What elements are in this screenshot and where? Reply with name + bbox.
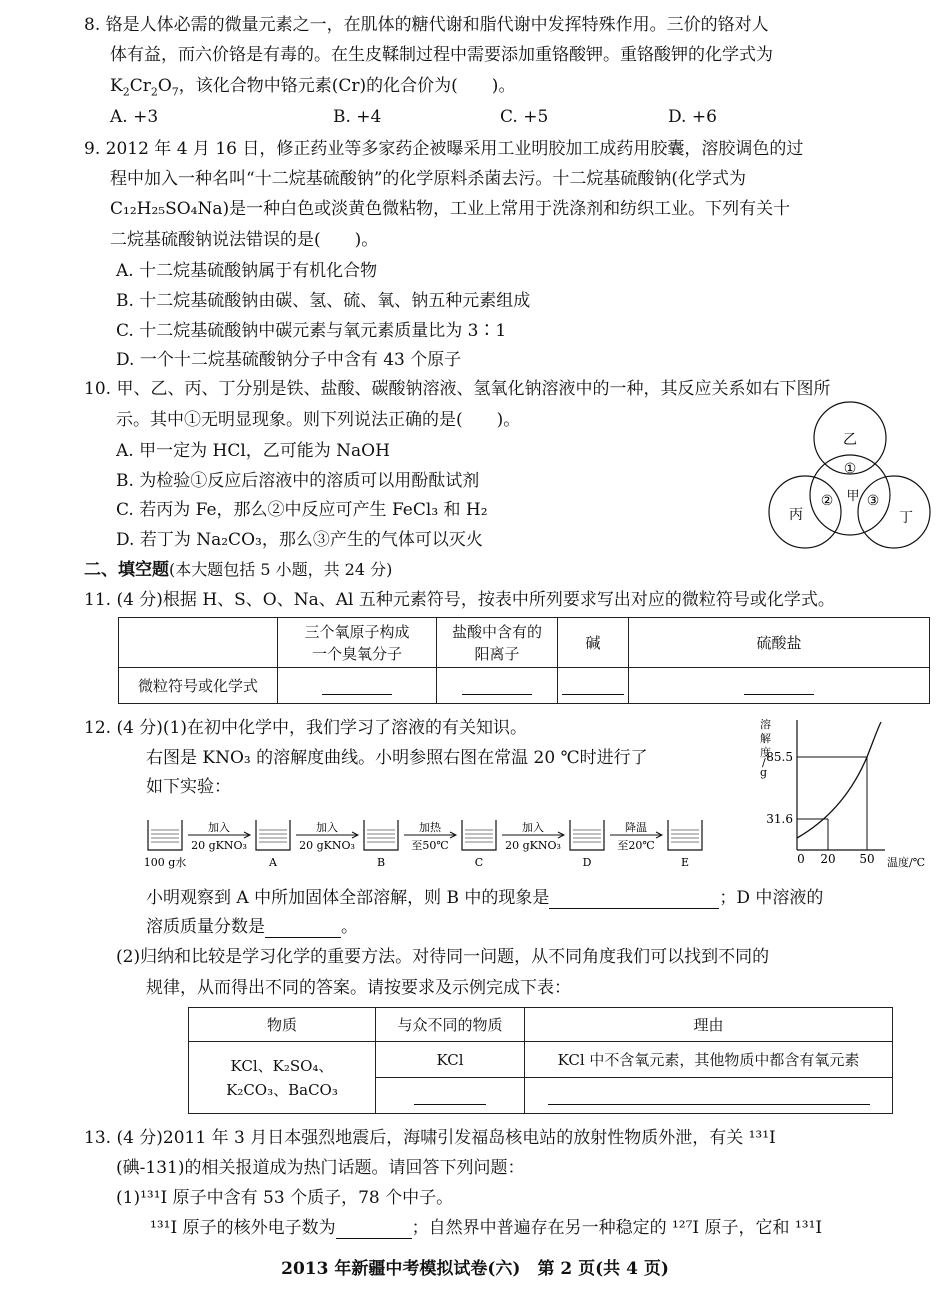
q9-line1: 9. 2012 年 4 月 16 日，修正药业等多家药企被曝采用工业明胶加工成药用胶囊，溶胶调色的过 bbox=[84, 139, 804, 159]
step-top-3: 加入 bbox=[522, 821, 544, 834]
q9-option-a[interactable]: A. 十二烷基硫酸钠属于有机化合物 bbox=[116, 261, 378, 281]
step-bottom-1: 20 gKNO₃ bbox=[299, 839, 355, 852]
q10-option-a[interactable]: A. 甲一定为 HCl，乙可能为 NaOH bbox=[116, 441, 390, 461]
beaker-label-5: E bbox=[680, 856, 690, 869]
graph-xlabel: 温度/℃ bbox=[887, 856, 926, 869]
beaker-label-3: C bbox=[474, 856, 484, 869]
q9-line3: C₁₂H₂₅SO₄Na)是一种白色或淡黄色微粘物，工业上常用于洗涤剂和纺织工业。下列有关十 bbox=[110, 199, 791, 219]
q8-line2: 体有益，而六价铬是有毒的。在生皮鞣制过程中需要添加重铬酸钾。重铬酸钾的化学式为 bbox=[110, 45, 773, 65]
beaker-0 bbox=[144, 820, 187, 869]
venn-mark-1: ① bbox=[843, 461, 857, 477]
beaker-1 bbox=[256, 820, 290, 869]
q12-line1: 12. (4 分)(1)在初中化学中，我们学习了溶液的有关知识。 bbox=[84, 718, 528, 738]
experiment-diagram bbox=[140, 800, 740, 880]
q10-option-c[interactable]: C. 若丙为 Fe，那么②中反应可产生 FeCl₃ 和 H₂ bbox=[116, 500, 488, 520]
venn-mark-2: ② bbox=[820, 493, 834, 509]
q12-blank-d[interactable] bbox=[265, 921, 341, 938]
graph-y1: 85.5 bbox=[766, 750, 793, 764]
q11-table: 三个氧原子构成 一个臭氧分子 盐酸中含有的 阳离子 碱 硫酸盐 微粒符号或化学式 bbox=[118, 617, 930, 704]
graph-y2: 31.6 bbox=[766, 812, 793, 826]
graph-x1: 20 bbox=[820, 852, 836, 866]
beaker-2 bbox=[364, 820, 398, 869]
q10-line2: 示。其中①无明显现象。则下列说法正确的是( )。 bbox=[116, 410, 521, 430]
step-top-1: 加入 bbox=[316, 821, 338, 834]
step-bottom-4: 至20℃ bbox=[617, 839, 655, 852]
q12-line6: (2)归纳和比较是学习化学的重要方法。对待同一问题，从不同角度我们可以找到不同的 bbox=[116, 947, 770, 967]
q9-option-c[interactable]: C. 十二烷基硫酸钠中碳元素与氧元素质量比为 3∶1 bbox=[116, 321, 507, 341]
svg-text:解: 解 bbox=[760, 732, 771, 745]
beaker-3 bbox=[462, 820, 496, 869]
q8-option-c[interactable]: C. +5 bbox=[500, 107, 549, 127]
q10-option-d[interactable]: D. 若丁为 Na₂CO₃，那么③产生的气体可以灭火 bbox=[116, 530, 483, 550]
venn-label-yi: 乙 bbox=[843, 432, 857, 448]
venn-diagram bbox=[760, 400, 940, 550]
venn-label-bing: 丙 bbox=[789, 507, 803, 523]
q13-line3: (1)¹³¹I 原子中含有 53 个质子，78 个中子。 bbox=[116, 1188, 454, 1208]
step-top-2: 加热 bbox=[419, 821, 441, 834]
graph-ylabel bbox=[760, 717, 771, 779]
q12-line7: 规律，从而得出不同的答案。请按要求及示例完成下表： bbox=[146, 978, 571, 998]
q10-option-b[interactable]: B. 为检验①反应后溶液中的溶质可以用酚酞试剂 bbox=[116, 471, 480, 491]
q8-option-a[interactable]: A. +3 bbox=[110, 107, 159, 127]
q12-table: 物质 与众不同的物质 理由 KCl、K₂SO₄、 K₂CO₃、BaCO₃ KCl KCl 中不含氧元素，其他物质中都含有氧元素 bbox=[188, 1007, 893, 1114]
q12-line2: 右图是 KNO₃ 的溶解度曲线。小明参照右图在常温 20 ℃时进行了 bbox=[146, 748, 648, 768]
q13-line2: (碘-131)的相关报道成为热门话题。请回答下列问题： bbox=[116, 1158, 525, 1178]
q9-option-d[interactable]: D. 一个十二烷基硫酸钠分子中含有 43 个原子 bbox=[116, 350, 462, 370]
beaker-label-1: A bbox=[269, 856, 277, 869]
q13-line4: ¹³¹I 原子的核外电子数为 ；自然界中普遍存在另一种稳定的 ¹²⁷I 原子，它和 ¹³¹I bbox=[150, 1218, 823, 1238]
graph-x0: 0 bbox=[797, 852, 805, 866]
beaker-label-2: B bbox=[376, 856, 386, 869]
q12-line5: 溶质质量分数是 。 bbox=[146, 917, 358, 937]
solubility-graph bbox=[755, 712, 940, 870]
step-top-4: 降温 bbox=[625, 821, 647, 834]
q11-blank-1[interactable] bbox=[322, 678, 392, 695]
q10-line1: 10. 甲、乙、丙、丁分别是铁、盐酸、碳酸钠溶液、氢氧化钠溶液中的一种，其反应关系如右下图所 bbox=[84, 379, 831, 399]
step-top-0: 加入 bbox=[208, 821, 230, 834]
step-bottom-0: 20 gKNO₃ bbox=[191, 839, 247, 852]
q8-option-b[interactable]: B. +4 bbox=[333, 107, 382, 127]
q12-blank-b[interactable] bbox=[549, 892, 719, 909]
q9-line2: 程中加入一种名叫“十二烷基硫酸钠”的化学原料杀菌去污。十二烷基硫酸钠(化学式为 bbox=[110, 169, 747, 189]
venn-label-jia: 甲 bbox=[846, 489, 860, 504]
step-bottom-3: 20 gKNO₃ bbox=[505, 839, 561, 852]
q12-line3: 如下实验： bbox=[146, 777, 231, 797]
graph-x2: 50 bbox=[859, 852, 875, 866]
q11-row-label: 微粒符号或化学式 bbox=[119, 668, 278, 704]
q11-blank-3[interactable] bbox=[562, 678, 624, 695]
q9-option-b[interactable]: B. 十二烷基硫酸钠由碳、氢、硫、氧、钠五种元素组成 bbox=[116, 291, 531, 311]
q12-table-blank-2[interactable] bbox=[548, 1088, 870, 1105]
q8-line3: $K_2Cr_2O_7$，该化合物中铬元素(Cr)的化合价为( )。 bbox=[110, 76, 516, 99]
svg-text:/: / bbox=[762, 756, 766, 769]
beaker-4 bbox=[570, 820, 604, 869]
beaker-5 bbox=[668, 820, 702, 869]
svg-text:度: 度 bbox=[760, 746, 771, 759]
venn-label-ding: 丁 bbox=[899, 510, 913, 526]
q8-line1: 8. 铬是人体必需的微量元素之一，在肌体的糖代谢和脂代谢中发挥特殊作用。三价的铬对人 bbox=[84, 15, 769, 35]
q9-line4: 二烷基硫酸钠说法错误的是( )。 bbox=[110, 230, 379, 250]
beaker-label-0: 100 g水 bbox=[143, 856, 187, 869]
svg-text:溶: 溶 bbox=[760, 718, 771, 731]
beaker-label-4: D bbox=[582, 856, 592, 869]
q12-table-blank-1[interactable] bbox=[414, 1088, 486, 1105]
q13-blank-1[interactable] bbox=[336, 1222, 412, 1239]
q11-blank-2[interactable] bbox=[462, 678, 532, 695]
q12-line4: 小明观察到 A 中所加固体全部溶解，则 B 中的现象是 ；D 中溶液的 bbox=[146, 888, 824, 908]
q11-blank-4[interactable] bbox=[744, 678, 814, 695]
q13-line1: 13. (4 分)2011 年 3 月日本强烈地震后，海啸引发福岛核电站的放射性物质外泄，有关 ¹³¹I bbox=[84, 1128, 776, 1148]
venn-mark-3: ③ bbox=[866, 493, 880, 509]
solubility-curve bbox=[797, 722, 881, 838]
q11-line1: 11. (4 分)根据 H、S、O、Na、Al 五种元素符号，按表中所列要求写出对应的微粒符号或化学式。 bbox=[84, 590, 835, 610]
q8-option-d[interactable]: D. +6 bbox=[668, 107, 717, 127]
page-footer: 2013 年新疆中考模拟试卷(六) 第 2 页(共 4 页) bbox=[281, 1259, 669, 1279]
step-bottom-2: 至50℃ bbox=[411, 839, 449, 852]
svg-text:g: g bbox=[760, 766, 768, 779]
section-heading: 二、填空题(本大题包括 5 小题，共 24 分) bbox=[84, 560, 393, 580]
